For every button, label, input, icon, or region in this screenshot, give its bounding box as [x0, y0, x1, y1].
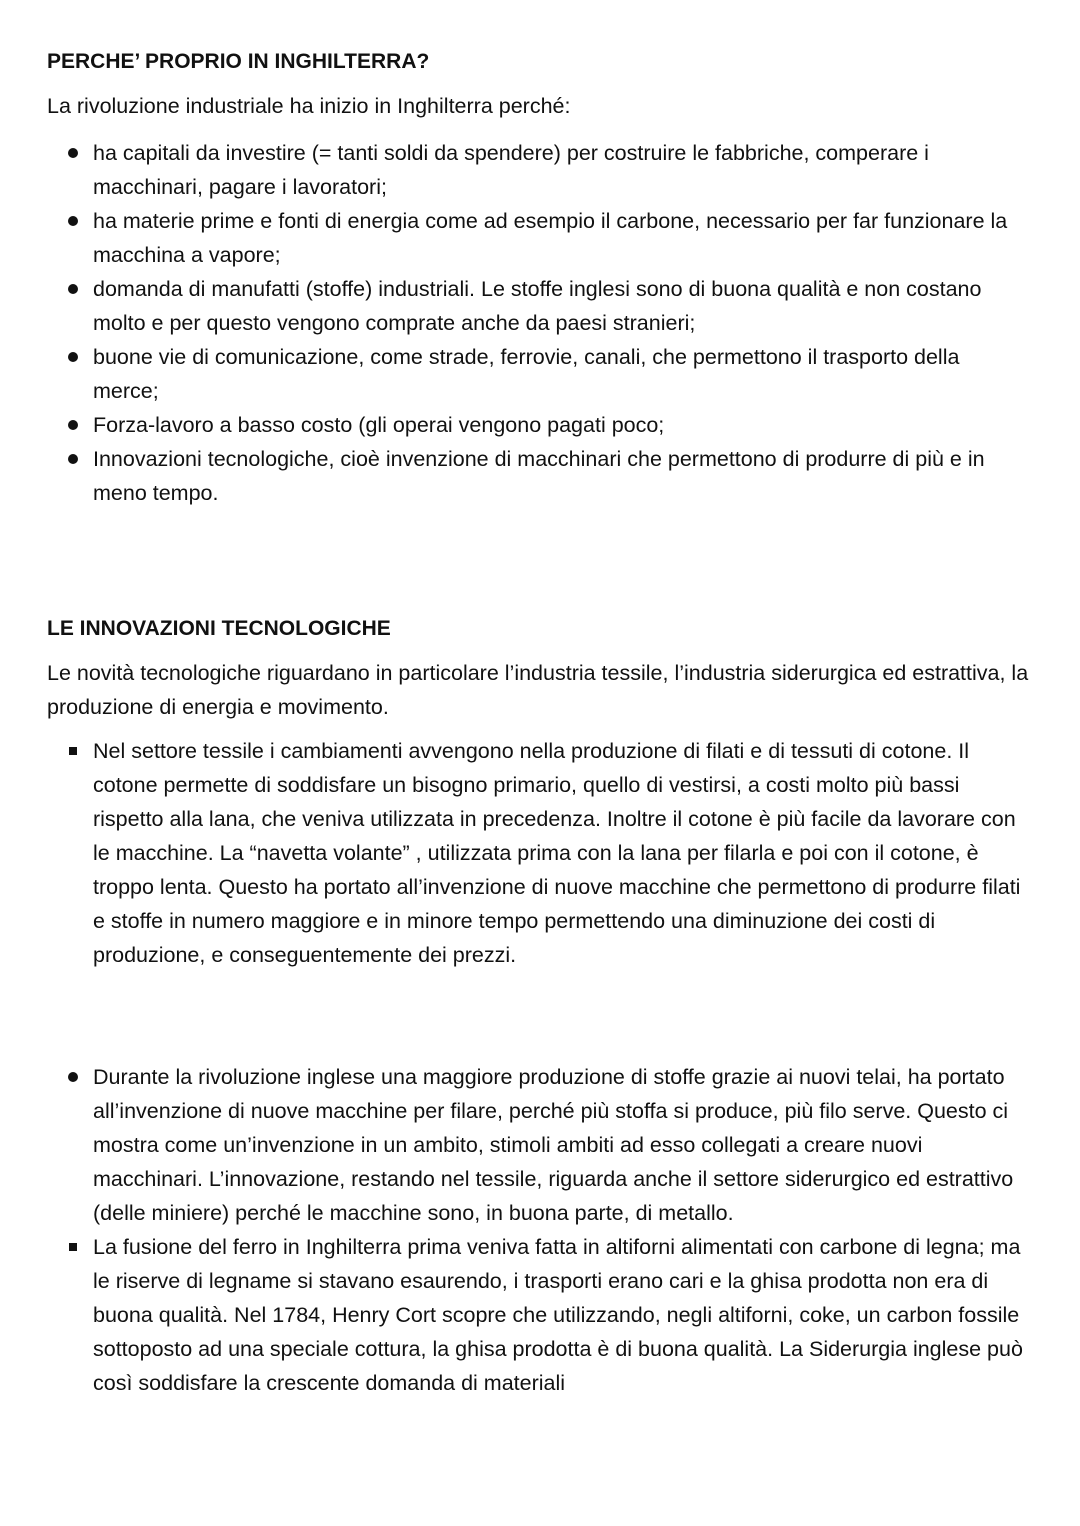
bullet-square-icon [69, 1243, 77, 1251]
list-item [0, 734, 1080, 972]
section-intro-innovations: Le novità tecnologiche riguardano in particolare l’industria tessile, l’industria siderurgica ed estrattiva, la produzione di energia e movimento. [47, 661, 1029, 719]
section-intro-why-england: La rivoluzione industriale ha inizio in Inghilterra perché: [47, 94, 571, 118]
innovations-list-textile [0, 734, 1080, 972]
bullet-dot-icon [68, 352, 78, 362]
bullet-dot-icon [68, 1072, 78, 1082]
bullet-dot-icon [68, 284, 78, 294]
list-item [0, 204, 1080, 272]
list-item-text: Innovazioni tecnologiche, cioè invenzione di macchinari che permettono di produrre di più e in meno tempo. [93, 447, 985, 505]
list-item [0, 136, 1080, 204]
bullet-dot-icon [68, 216, 78, 226]
list-item [0, 1230, 1080, 1400]
innovations-list-more [0, 1060, 1080, 1400]
list-item [0, 408, 1080, 442]
section-title-why-england: PERCHE’ PROPRIO IN INGHILTERRA? [47, 50, 430, 73]
bullet-dot-icon [68, 454, 78, 464]
list-item-text: La fusione del ferro in Inghilterra prima veniva fatta in altiforni alimentati con carbone di legna; ma le riserve di legname si stavano esaurendo, i trasporti erano cari e la ghisa prodotta non era di buona qualità. Nel 1784, Henry Cort scopre che utilizzando, negli altiforni, coke, un carbon fossile sottoposto ad una speciale cottura, la ghisa prodotta è di buona qualità. La Siderurgia inglese può così soddisfare la crescente domanda di materiali [93, 1235, 1023, 1395]
list-item-text: buone vie di comunicazione, come strade, ferrovie, canali, che permettono il trasporto della merce; [93, 345, 960, 403]
list-item-text: ha capitali da investire (= tanti soldi da spendere) per costruire le fabbriche, comperare i macchinari, pagare i lavoratori; [93, 141, 929, 199]
section-title-innovations: LE INNOVAZIONI TECNOLOGICHE [47, 617, 391, 640]
list-item-text: Nel settore tessile i cambiamenti avvengono nella produzione di filati e di tessuti di cotone. Il cotone permette di soddisfare un bisogno primario, quello di vestirsi, a costi molto più bassi rispetto alla lana, che veniva utilizzata in precedenza. Inoltre il cotone è più facile da lavorare con le macchine. La “navetta volante” , utilizzata prima con la lana per filarla e poi con il cotone, è troppo lenta. Questo ha portato all’invenzione di nuove macchine che permettono di produrre filati e stoffe in numero maggiore e in minore tempo permettendo una diminuzione dei costi di produzione, e conseguentemente dei prezzi. [93, 739, 1021, 967]
list-item [0, 340, 1080, 408]
bullet-square-icon [69, 747, 77, 755]
list-item-text: domanda di manufatti (stoffe) industriali. Le stoffe inglesi sono di buona qualità e non costano molto e per questo vengono comprate anche da paesi stranieri; [93, 277, 982, 335]
list-item [0, 1060, 1080, 1230]
bullet-dot-icon [68, 420, 78, 430]
list-item-text: Durante la rivoluzione inglese una maggiore produzione di stoffe grazie ai nuovi telai, ha portato all’invenzione di nuove macchine per filare, perché più stoffa si produce, più filo serve. Questo ci mostra come un’invenzione in un ambito, stimoli ambiti ad esso collegati a creare nuovi macchinari. L’innovazione, restando nel tessile, riguarda anche il settore siderurgico ed estrattivo (delle miniere) perché le macchine sono, in buona parte, di metallo. [93, 1065, 1014, 1225]
list-item-text: Forza-lavoro a basso costo (gli operai vengono pagati poco; [93, 413, 665, 437]
list-item [0, 442, 1080, 510]
reasons-list [0, 136, 1080, 510]
list-item [0, 272, 1080, 340]
bullet-dot-icon [68, 148, 78, 158]
list-item-text: ha materie prime e fonti di energia come ad esempio il carbone, necessario per far funzionare la macchina a vapore; [93, 209, 1008, 267]
